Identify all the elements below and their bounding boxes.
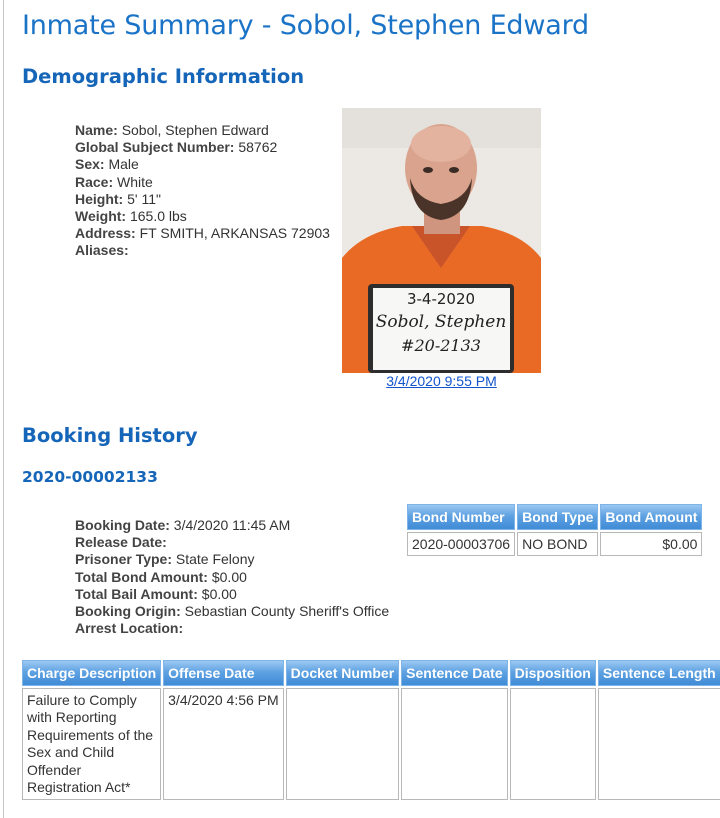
sentence-date-header: Sentence Date [401,660,507,686]
booking-info [75,517,389,637]
docket-number-header: Docket Number [286,660,399,686]
offense-date-header: Offense Date [163,660,284,686]
table-row [22,688,720,800]
bond-amount-cell: $0.00 [600,532,702,556]
bond-table [405,502,704,558]
field-height: Height: 5' 11" [75,190,161,207]
booking-number: 2020-00002133 [22,468,158,486]
field-total-bond-amount: Total Bond Amount: $0.00 [75,568,247,585]
field-aliases: Aliases: [75,242,129,259]
field-address: Address: FT SMITH, ARKANSAS 72903 [75,225,330,242]
mugshot-illustration [342,108,541,373]
sentence-length-cell [598,688,720,800]
bond-type-header: Bond Type [517,504,598,530]
bond-number-cell: 2020-00003706 [407,532,515,556]
table-row [407,532,702,556]
charge-description-header: Charge Description [22,660,161,686]
field-booking-date: Booking Date: 3/4/2020 11:45 AM [75,517,291,533]
board-name: Sobol, Stephen [375,312,507,332]
charge-table-header [22,660,720,686]
field-weight: Weight: 165.0 lbs [75,207,187,224]
field-arrest-location: Arrest Location: [75,620,184,637]
field-name: Name: Sobol, Stephen Edward [75,122,269,138]
docket-number-cell [286,688,399,800]
field-booking-origin: Booking Origin: Sebastian County Sheriff's Office [75,602,390,619]
field-prisoner-type: Prisoner Type: State Felony [75,551,255,568]
field-global-subject-number: Global Subject Number: 58762 [75,139,278,156]
charge-description-cell: Failure to Comply with Reporting Requirements of the Sex and Child Offender Registration Act* [22,688,161,800]
mugshot-photo[interactable] [342,108,541,373]
disposition-header: Disposition [510,660,596,686]
sentence-date-cell [401,688,507,800]
charge-table [20,658,720,802]
field-race: Race: White [75,173,153,190]
page-title: Inmate Summary - Sobol, Stephen Edward [22,10,589,41]
field-release-date: Release Date: [75,534,167,551]
disposition-cell [510,688,596,800]
left-border [3,0,4,818]
photo-date-link[interactable]: 3/4/2020 9:55 PM [386,373,497,389]
field-sex: Sex: Male [75,156,139,173]
bond-number-header: Bond Number [407,504,515,530]
board-number: #20-2133 [401,336,481,355]
offense-date-cell: 3/4/2020 4:56 PM [163,688,284,800]
booking-history-heading: Booking History [22,424,198,447]
demographic-heading: Demographic Information [22,65,305,88]
field-total-bail-amount: Total Bail Amount: $0.00 [75,585,237,602]
board-date: 3-4-2020 [406,290,476,308]
bond-type-cell: NO BOND [517,532,598,556]
sentence-length-header: Sentence Length [598,660,720,686]
bond-amount-header: Bond Amount [600,504,702,530]
demographic-info [75,122,330,260]
bond-table-header [407,504,702,530]
